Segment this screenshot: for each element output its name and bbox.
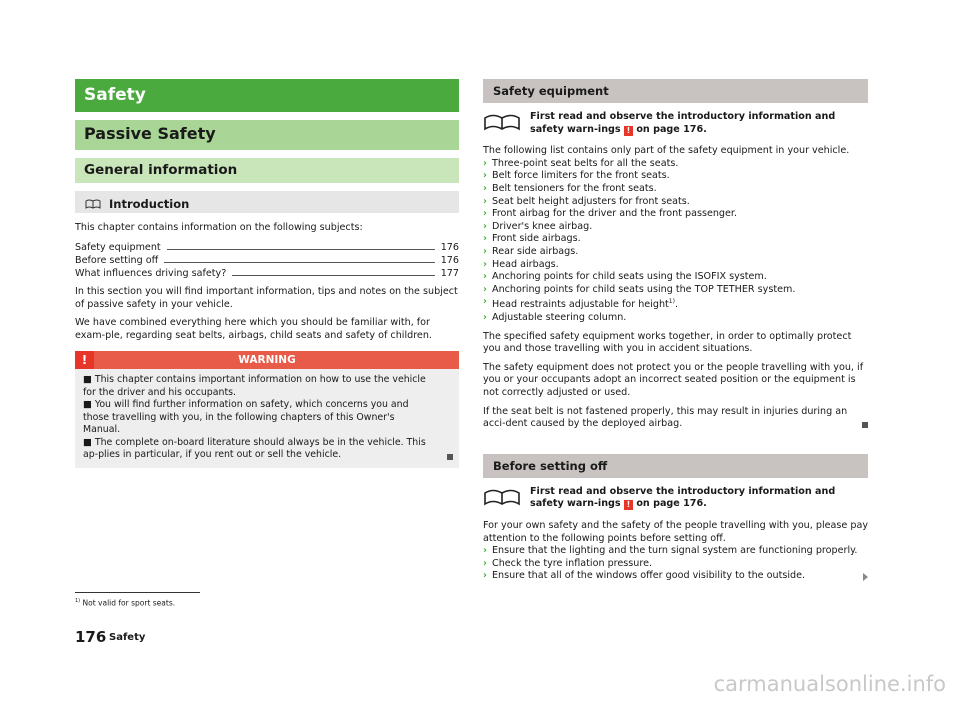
read-first-note [483, 111, 868, 136]
book-icon [85, 199, 101, 209]
list-item: › Front side airbags. [483, 233, 581, 245]
equipment-list [483, 158, 868, 325]
end-square-icon [447, 454, 453, 460]
toc-leader [167, 249, 435, 250]
note-page-ref[interactable]: on page 176. [636, 498, 707, 510]
chevron-right-icon: › [483, 233, 487, 245]
toc-leader [164, 262, 434, 263]
footnote-mark: 1) [75, 598, 81, 604]
chevron-right-icon: › [483, 570, 487, 582]
chevron-right-icon: › [483, 312, 487, 324]
note-page-ref[interactable]: on page 176. [636, 123, 707, 135]
list-item: › Anchoring points for child seats using the TOP TETHER system. [483, 283, 796, 295]
paragraph: The following list contains only part of the safety equipment in your vehicle. [483, 145, 850, 157]
end-square-icon [862, 422, 868, 428]
note-text: First read and observe the introductory information and safety warn-ings [530, 111, 836, 135]
subsection-title: General information [75, 158, 459, 183]
toc-label: What influences driving safety? [75, 267, 227, 279]
list-item: › Head airbags. [483, 258, 559, 270]
chapter-title: Safety [75, 79, 459, 112]
list-item: › Ensure that all of the windows offer good visibility to the outside. [483, 570, 806, 582]
intro-heading [75, 191, 459, 213]
footnote-ref[interactable]: 1) [668, 298, 675, 306]
before-list [483, 545, 868, 583]
chevron-right-icon: › [483, 271, 487, 283]
paragraph: For your own safety and the safety of the people travelling with you, please pay attention to the following points before setting off. [483, 520, 868, 544]
list-item: › Head restraints adjustable for height$^{1)}$. [483, 296, 679, 311]
open-book-icon [483, 113, 521, 131]
left-column [75, 79, 459, 468]
watermark: carmanualsonline.info [713, 672, 946, 696]
toc-page: 176 [440, 255, 459, 267]
list-item: › Seat belt height adjusters for front seats. [483, 195, 690, 207]
footnote-rule [75, 592, 200, 593]
section-heading-before-setting-off: Before setting off [483, 454, 868, 478]
continue-arrow-icon[interactable] [863, 573, 868, 581]
warning-item: ■ You will find further information on safety, which concerns you and those travelling with you, in the following chapters of this Owner's Manual. [83, 399, 409, 436]
page-number: 176 [75, 628, 107, 646]
chevron-right-icon: › [483, 195, 487, 207]
chevron-right-icon: › [483, 208, 487, 220]
toc-list [75, 241, 459, 279]
chevron-right-icon: › [483, 283, 487, 295]
toc-item[interactable] [75, 241, 459, 254]
chevron-right-icon: › [483, 157, 487, 169]
warning-mark-icon: ! [624, 500, 633, 510]
intro-heading-label: Introduction [109, 197, 190, 211]
intro-text: This chapter contains information on the following subjects: [75, 222, 363, 233]
warning-title: WARNING [94, 351, 459, 369]
chevron-right-icon: › [483, 557, 487, 569]
toc-label: Safety equipment [75, 242, 161, 254]
footnote-text: Not valid for sport seats. [82, 598, 176, 608]
warning-icon: ! [75, 351, 94, 369]
chevron-right-icon: › [483, 182, 487, 194]
toc-leader [232, 275, 434, 276]
list-item: › Front airbag for the driver and the front passenger. [483, 208, 738, 220]
list-item: › Adjustable steering column. [483, 312, 627, 324]
toc-item[interactable] [75, 266, 459, 279]
warning-body [75, 369, 459, 468]
chevron-right-icon: › [483, 258, 487, 270]
open-book-icon [483, 488, 521, 506]
list-item: › Check the tyre inflation pressure. [483, 557, 653, 569]
note-text: First read and observe the introductory information and safety warn-ings [530, 485, 836, 510]
toc-item[interactable] [75, 253, 459, 266]
page-label: Safety [109, 632, 146, 643]
toc-label: Before setting off [75, 255, 159, 267]
chevron-right-icon: › [483, 296, 487, 308]
read-first-note [483, 486, 868, 511]
paragraph: In this section you will find important information, tips and notes on the subject of passive safety in your vehicle. [75, 285, 458, 310]
footnote [75, 598, 175, 608]
paragraph: The safety equipment does not protect you or the people travelling with you, if you or your occupants adopt an incorrect seated position or the equipment is not correctly adjusted or used. [483, 361, 864, 399]
list-item: › Three-point seat belts for all the seats. [483, 157, 679, 169]
chevron-right-icon: › [483, 170, 487, 182]
paragraph: We have combined everything here which you should be familiar with, for exam-ple, regarding seat belts, airbags, child seats and safety of children. [75, 317, 432, 341]
chevron-right-icon: › [483, 245, 487, 257]
paragraph: If the seat belt is not fastened properly, this may result in injuries during an acci-dent caused by the deployed airbag. [483, 406, 868, 431]
warning-box [75, 351, 459, 468]
list-item: › Belt tensioners for the front seats. [483, 182, 657, 194]
toc-page: 176 [440, 242, 459, 254]
warning-header [75, 351, 459, 369]
chevron-right-icon: › [483, 545, 487, 557]
list-item: › Rear side airbags. [483, 245, 579, 257]
warning-item: ■ This chapter contains important information on how to use the vehicle for the driver and his occupants. [83, 374, 426, 398]
section-title: Passive Safety [75, 120, 459, 150]
list-item: › Belt force limiters for the front seats. [483, 170, 670, 182]
list-item: › Ensure that the lighting and the turn signal system are functioning properly. [483, 545, 858, 557]
warning-item: ■ The complete on-board literature should always be in the vehicle. This ap-plies in particular, if you rent out or sell the vehicle. [83, 436, 426, 461]
right-column [483, 79, 868, 583]
list-item: › Driver's knee airbag. [483, 220, 593, 232]
warning-mark-icon: ! [624, 126, 633, 136]
list-item: › Anchoring points for child seats using the ISOFIX system. [483, 271, 767, 283]
chevron-right-icon: › [483, 220, 487, 232]
toc-page: 177 [440, 267, 459, 279]
section-heading-safety-equipment: Safety equipment [483, 79, 868, 103]
paragraph: The specified safety equipment works together, in order to optimally protect you and those travelling with you in accident situations. [483, 330, 852, 355]
